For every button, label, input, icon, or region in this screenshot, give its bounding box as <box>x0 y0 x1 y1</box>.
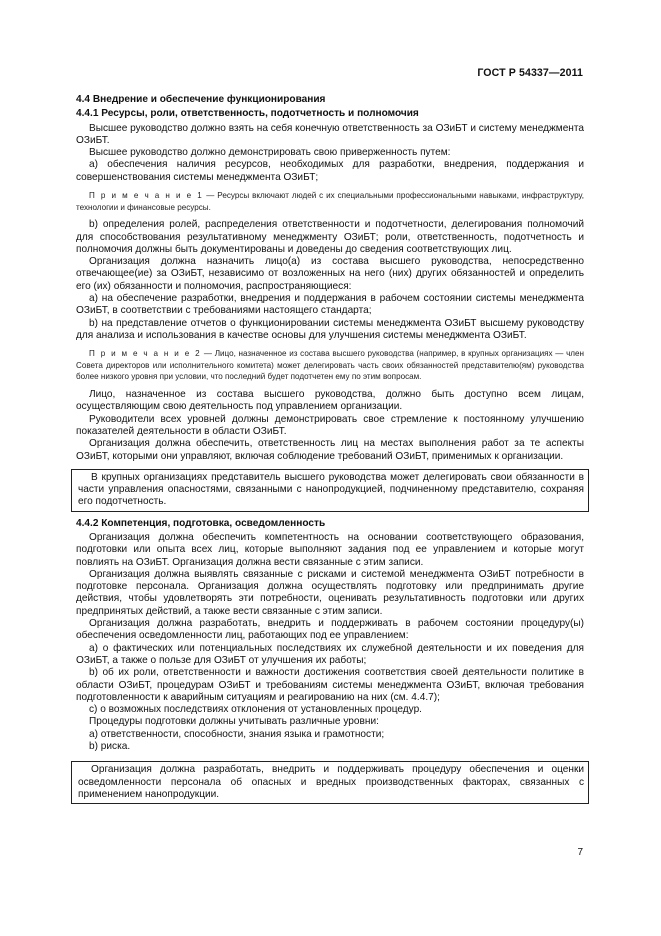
note-text: — Ресурсы включают людей с их специальными профессиональными навыками, инфраструктуру, технологии и финансовые ресурсы. <box>76 191 584 212</box>
list-item: b) риска. <box>89 741 131 753</box>
section-4-4-2-title: 4.4.2 Компетенция, подготовка, осведомленность <box>76 517 326 529</box>
section-4-4-title: 4.4 Внедрение и обеспечение функционирования <box>76 94 326 105</box>
note-label: П р и м е ч а н и е 2 <box>89 349 202 359</box>
page-content <box>76 94 584 804</box>
paragraph: Организация должна выявлять связанные с рисками и системой менеджмента ОЗиБТ потребности в подготовке персонала. Организация должна осуществлять подготовку или предпринимать другие действия, чтобы удовлетворять эти потребности, оценивать результативность подготовки или других предпринятых действий, а также вести связанные с этим записи. <box>76 568 584 617</box>
note-1 <box>76 190 584 213</box>
paragraph: Организация должна обеспечить, ответственность лиц на местах выполнения работ за те аспекты ОЗиБТ, которыми они управляют, включая соблюдение требований ОЗиБТ, применимых к организации. <box>76 438 584 462</box>
boxed-requirement <box>71 469 589 512</box>
list-item: а) на обеспечение разработки, внедрения и поддержания в рабочем состоянии системы менеджмента ОЗиБТ, в соответствии с требованиями настоящего стандарта; <box>76 293 584 317</box>
paragraph: Высшее руководство должно демонстрировать свою приверженность путем: <box>89 147 451 159</box>
list-item: а) ответственности, способности, знания языка и грамотности; <box>89 728 385 740</box>
paragraph: Организация должна разработать, внедрить и поддерживать в рабочем состоянии процедуру(ы) обеспечения осведомленности лиц, работающих под ее управлением: <box>76 618 584 642</box>
note-text: — Лицо, назначенное из состава высшего руководства (например, в крупных организациях — член Совета директоров или исполнительного комитета) может делегировать часть своих обязанностей представителю(ям) руководства более низкого уровня при условии, что последний будет подотчетен ему по этим вопросам. <box>76 349 584 382</box>
list-item: а) обеспечения наличия ресурсов, необходимых для разработки, внедрения, поддержания и совершенствования системы менеджмента ОЗиБТ; <box>76 159 584 183</box>
paragraph: Руководители всех уровней должны демонстрировать свое стремление к постоянному улучшению показателей деятельности в области ОЗиБТ. <box>76 413 584 437</box>
paragraph: Организация должна обеспечить компетентность на основании соответствующего образования, подготовки или опыта всех лиц, которые выполняют задания под ее управлением и которые могут повлиять на ОЗиБТ. Организация должна вести связанные с этим записи. <box>76 531 584 568</box>
boxed-requirement <box>71 761 589 804</box>
section-4-4-1-title: 4.4.1 Ресурсы, роли, ответственность, подотчетность и полномочия <box>76 108 419 120</box>
standard-header: ГОСТ Р 54337—2011 <box>477 67 583 79</box>
paragraph: Процедуры подготовки должны учитывать различные уровни: <box>89 716 379 728</box>
list-item: b) об их роли, ответственности и важности достижения соответствия своей деятельности политике в области ОЗиБТ, процедурам ОЗиБТ и требованиям системы менеджмента ОЗиБТ, включая требования подготовленности к аварийным ситуациям и реагированию на них (см. 4.4.7); <box>76 667 584 703</box>
page-number: 7 <box>577 847 583 858</box>
paragraph: Организация должна назначить лицо(а) из состава высшего руководства, непосредственно отвечающее(ие) за ОЗиБТ, независимо от возложенных на него (них) других обязанностей и определить его (их) обязанности и полномочия, распространяющиеся: <box>76 256 584 292</box>
note-label: П р и м е ч а н и е 1 <box>89 191 204 201</box>
list-item: c) о возможных последствиях отклонения от установленных процедур. <box>89 704 422 716</box>
box-text: В крупных организациях представитель высшего руководства может делегировать свои обязанности в части управления опасностями, связанными с нанопродукцией, подчиненному представителю, сохраняя его подотчетность. <box>78 471 584 508</box>
box-text: Организация должна разработать, внедрить и поддерживать процедуру обеспечения и оценки осведомленности персонала об опасных и вредных производственных факторах, связанных с применением нанопродукции. <box>78 764 584 800</box>
list-item: а) о фактических или потенциальных последствиях их служебной деятельности и их поведения для ОЗиБТ, а также о пользе для ОЗиБТ от улучшения их работы; <box>76 642 584 666</box>
paragraph: Высшее руководство должно взять на себя конечную ответственность за ОЗиБТ и систему менеджмента ОЗиБТ. <box>76 122 584 146</box>
list-item: b) определения ролей, распределения ответственности и подотчетности, делегирования полномочий для способствования результативному менеджменту ОЗиБТ; роли, ответственность, подотчетность и полномочия должны быть документированы и доведены до сведения соответствующих лиц. <box>76 219 584 255</box>
paragraph: Лицо, назначенное из состава высшего руководства, должно быть доступно всем лицам, осуществляющим свою деятельность под управлением организации. <box>76 389 584 413</box>
list-item: b) на представление отчетов о функционировании системы менеджмента ОЗиБТ высшему руководству для анализа и использования в качестве основы для улучшения системы менеджмента ОЗиБТ. <box>76 317 584 341</box>
note-2 <box>76 348 584 383</box>
